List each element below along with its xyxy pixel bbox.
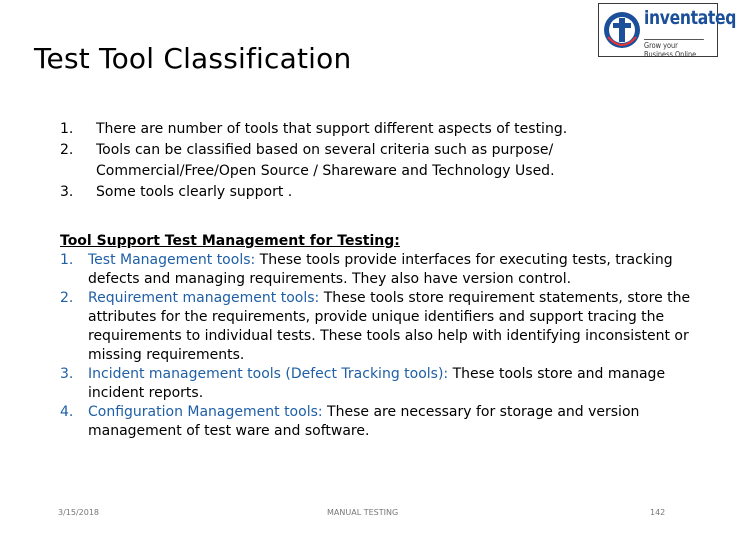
intro-text: There are number of tools that support different aspects of testing. — [96, 121, 568, 137]
item-description: These tools provide interfaces for executing tests, tracking defects and managing requirements. They also have version control. — [88, 252, 673, 287]
intro-number: 1. — [60, 121, 74, 137]
logo-name: inventateq — [644, 7, 736, 29]
item-term: Configuration Management tools: — [88, 404, 323, 420]
intro-number: 3. — [60, 184, 74, 200]
intro-item-1 — [60, 119, 596, 140]
intro-text: Some tools clearly support . — [96, 184, 293, 200]
item-description: These are necessary for storage and version management of test ware and software. — [88, 404, 640, 439]
management-section — [60, 232, 710, 441]
item-description: These tools store and manage incident reports. — [88, 366, 666, 401]
page-title: Test Tool Classification — [34, 42, 352, 75]
footer-date: 3/15/2018 — [58, 508, 100, 517]
footer-center-text: MANUAL TESTING — [327, 508, 399, 517]
logo-tagline: Grow your Business Online — [644, 39, 704, 59]
intro-item-3 — [60, 182, 596, 203]
inventateq-logo-icon — [602, 7, 642, 53]
company-logo — [598, 3, 736, 59]
intro-number: 2. — [60, 142, 74, 158]
item-number: 2. — [60, 290, 74, 306]
intro-item-2 — [60, 140, 596, 182]
item-description: These tools store requirement statements, store the attributes for the requirements, provide unique identifiers and support tracing the requirements to individual tests. These tools also help with identifying inconsistent or missing requirements. — [88, 290, 691, 363]
footer-page-number: 142 — [650, 508, 666, 517]
management-item-4 — [60, 403, 710, 441]
management-item-1 — [60, 251, 710, 289]
management-item-2 — [60, 289, 710, 365]
management-heading: Tool Support Test Management for Testing: — [60, 233, 400, 249]
management-item-3 — [60, 365, 710, 403]
item-number: 3. — [60, 366, 74, 382]
item-term: Requirement management tools: — [88, 290, 320, 306]
item-term: Incident management tools (Defect Tracking tools): — [88, 366, 449, 382]
intro-list — [60, 119, 596, 203]
item-number: 4. — [60, 404, 74, 420]
intro-text: Tools can be classified based on several criteria such as purpose/ Commercial/Free/Open Source / Shareware and Technology Used. — [96, 142, 555, 179]
item-term: Test Management tools: — [88, 252, 256, 268]
item-number: 1. — [60, 252, 74, 268]
